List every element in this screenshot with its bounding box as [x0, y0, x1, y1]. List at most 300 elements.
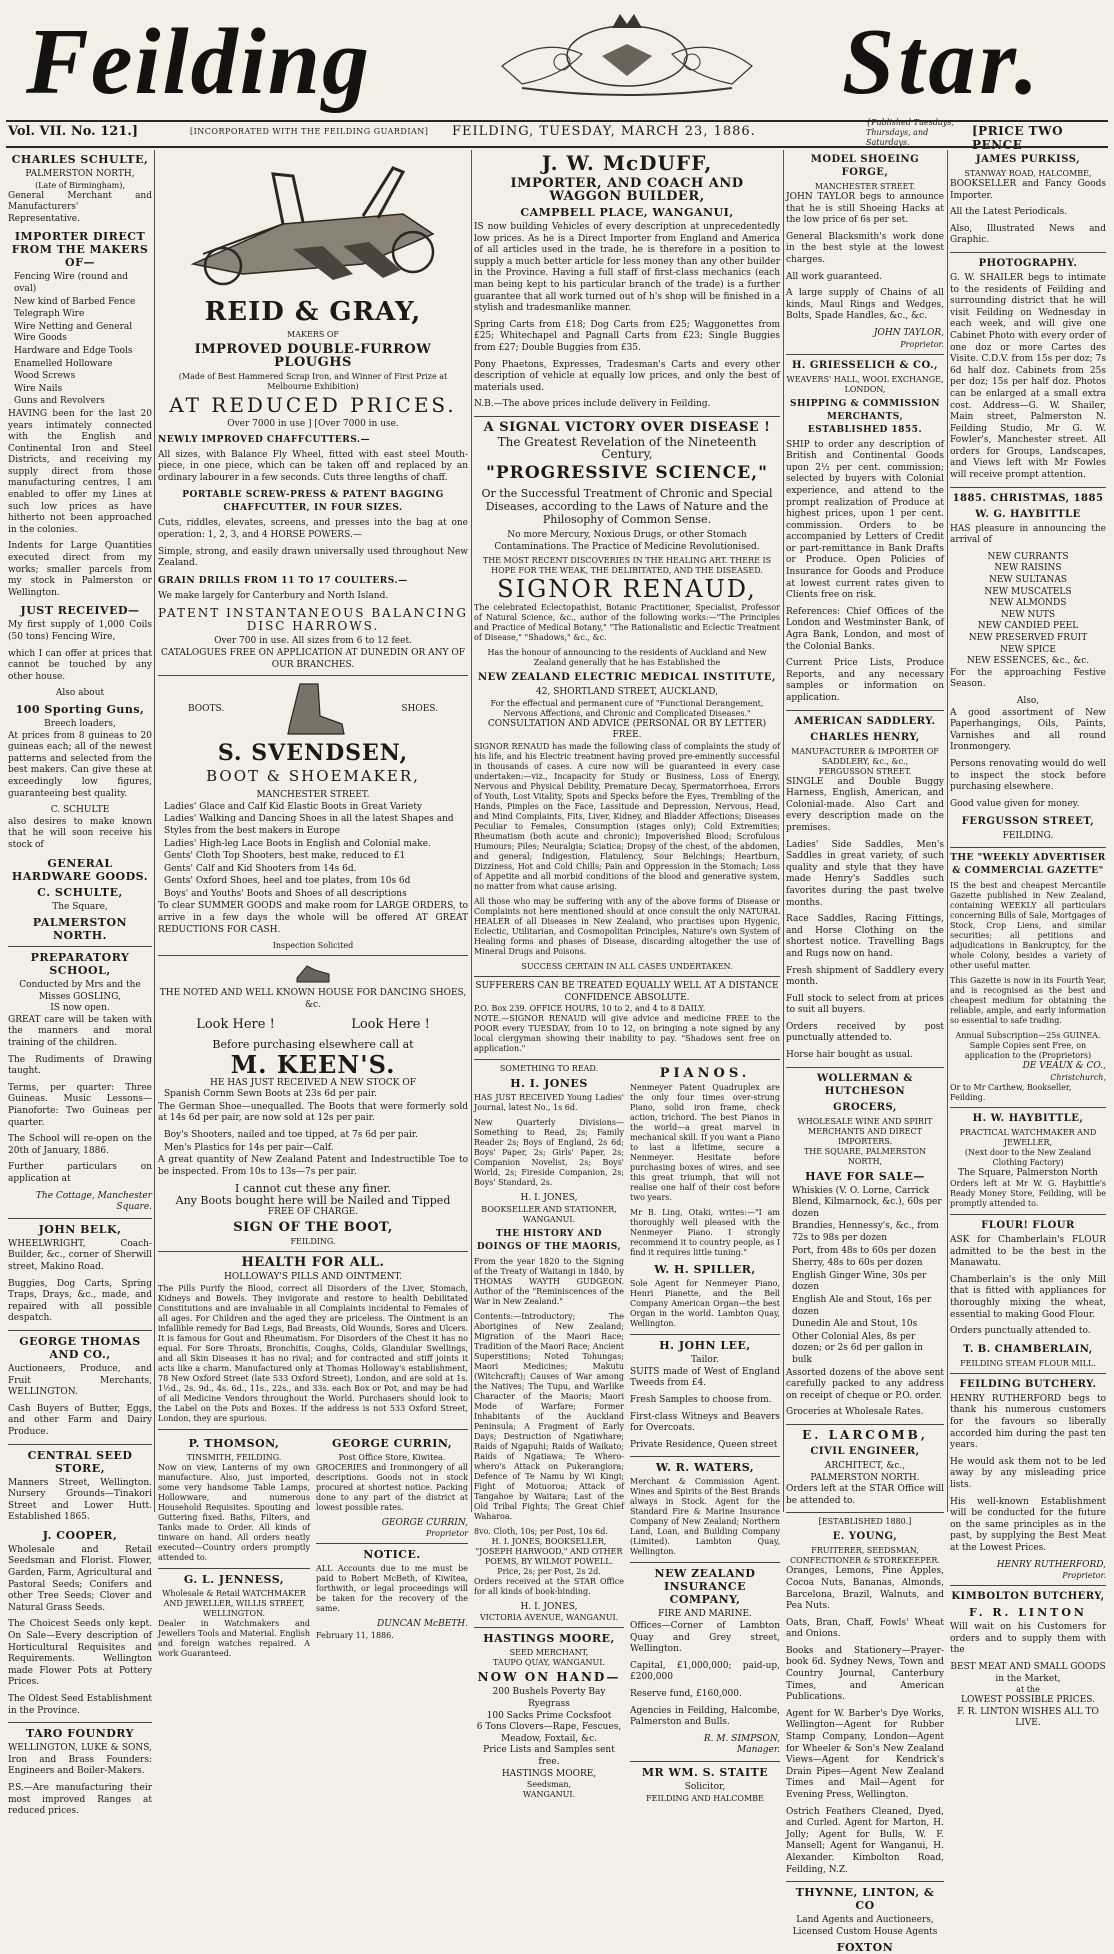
- ad-text: Offices—Corner of Lambton Quay and Grey street, Wellington.: [630, 1621, 780, 1655]
- ad-heading: J. COOPER,: [42, 1528, 118, 1542]
- ad-text: 100 Sacks Prime Cocksfoot: [486, 1710, 612, 1721]
- ad-text: Price, 2s; per Post, 2s 2d.: [497, 1566, 601, 1576]
- ad-text: The German Shoe—unequalled. The Boots that were formerly sold at 14s 6d per pair, are now sold at 12s per pair.: [158, 1101, 468, 1124]
- incorporated-notice: [INCORPORATED WITH THE FEILDING GUARDIAN]: [190, 127, 429, 136]
- list-item: Other Colonial Ales, 8s per dozen; or 2s 6d per gallon in bulk: [792, 1331, 923, 1365]
- ad-signature: HENRY RUTHERFORD,: [996, 1559, 1106, 1570]
- ad-text: HOLLOWAY'S PILLS AND OINTMENT.: [224, 1272, 402, 1283]
- ad-heading: GENERAL HARDWARE GOODS.: [11, 856, 149, 883]
- ad-text: (Made of Best Hammered Scrap Iron, and Winner of First Prize at Melbourne Exhibition): [178, 372, 448, 391]
- list-item: Spanish Cornm Sewn Boots at 23s 6d per pair.: [164, 1089, 377, 1100]
- column-divider: [947, 150, 948, 1512]
- ad-heading: REID & GRAY,: [204, 297, 422, 327]
- list-item: Hardware and Edge Tools: [14, 345, 133, 356]
- ad-heading: GEORGE THOMAS AND CO.,: [19, 1334, 141, 1361]
- ad-text: IS now open.: [50, 1003, 110, 1014]
- ad-text: His well-known Establishment will be conducted for the future on the same principles as in the past, by supplying the Best Meat at the Lowest Prices.: [950, 1496, 1106, 1553]
- ad-heading: J. W. McDUFF,: [541, 151, 713, 175]
- ad-text: 8vo. Cloth, 10s; per Post, 10s 6d.: [474, 1526, 608, 1536]
- masthead-rule-bottom: [6, 146, 1108, 148]
- ad-text: Good value given for money.: [950, 798, 1080, 809]
- ad-text: ASK for Chamberlain's FLOUR admitted to be the best in the Manawatu.: [950, 1235, 1106, 1269]
- ad-divider: [630, 1761, 780, 1762]
- ad-heading: PREPARATORY SCHOOL,: [30, 951, 130, 978]
- ad-text: All the Latest Periodicals.: [950, 207, 1068, 218]
- list-item: Dunedin Ale and Stout, 10s: [792, 1319, 918, 1330]
- ad-heading: W. R. WATERS,: [655, 1461, 755, 1475]
- ad-text: Conducted by Mrs and the Misses GOSLING,: [19, 980, 141, 1002]
- ad-heading: NOW ON HAND—: [477, 1670, 621, 1685]
- ad-text: References: Chief Offices of the London and Westminster Bank, of Agra Bank, London, and most of the Colonial Banks.: [786, 606, 944, 652]
- ad-heading: KIMBOLTON BUTCHERY,: [951, 1591, 1105, 1603]
- ad-text: SUITS made of West of England Tweeds from £4.: [630, 1366, 780, 1389]
- ad-text: FEILDING.: [290, 1237, 336, 1247]
- ad-text: PALMERSTON NORTH.: [810, 1472, 920, 1483]
- ad-text: Pony Phaetons, Expresses, Tradesman's Carts and every other description of vehicle at equally low prices, and only the best of materials used.: [474, 359, 780, 393]
- ad-heading: THE HISTORY AND DOINGS OF THE MAORIS,: [476, 1228, 622, 1252]
- ad-heading: PATENT INSTANTANEOUS BALANCING DISC HARROWS.: [158, 606, 468, 634]
- ad-text: BOOTS.: [188, 704, 225, 715]
- list-item: Ladies' Walking and Dancing Shoes in all the latest Shapes and Styles from the best makers in Europe: [164, 814, 454, 836]
- ad-heading: CHARLES HENRY,: [810, 731, 920, 743]
- list-item: Enamelled Holloware: [14, 358, 113, 369]
- ad-text: Nenmeyer Patent Quadruplex are the only four times over-strung Piano, solid iron frame, check action, trichord. The best Pianos in the world—a great marvel in mechanical skill. If you want a Piano to last a lifetime, secure a Nenmeyer. Hesitate before purchasing boxes of wires, and see this great triumph, that will not realise one half of their cost before two years.: [630, 1083, 780, 1203]
- ad-text: From the year 1820 to the Signing of the Treaty of Waitangi in 1840, by THOMAS WAYTH GUDGEON. Author of the "Reminiscences of the War in New Zealand.": [474, 1256, 624, 1306]
- ad-text: First-class Witneys and Beavers for Overcoats.: [630, 1411, 780, 1434]
- ad-signature: Christchurch,: [1050, 1072, 1106, 1082]
- ad-text: A great quantity of New Zealand Patent and Indestructible Toe to be inspected. From 10s to 13s—7s per pair.: [158, 1155, 468, 1177]
- ad-text: Private Residence, Queen street: [630, 1439, 778, 1450]
- ad-text: in the Market,: [995, 1673, 1061, 1684]
- ad-text: We make largely for Canterbury and North Island.: [158, 590, 389, 601]
- volume-number: Vol. VII. No. 121.]: [8, 124, 139, 139]
- ad-text: Chamberlain's is the only Mill that is fitted with appliances for thoroughly mixing the wheat, essential to making Good Flour.: [950, 1274, 1106, 1320]
- ad-heading: E. LARCOMB,: [802, 1427, 928, 1442]
- ad-text: Ladies' Side Saddles, Men's Saddles in great variety, of such quality and style that they have made Henry's Saddles such favorites during the past twelve months.: [786, 839, 944, 908]
- ad-text: Orders left at the STAR Office will be attended to.: [786, 1484, 944, 1506]
- list-item: Brandies, Hennessy's, &c., from 72s to 98s per dozen: [792, 1221, 939, 1244]
- price: [PRICE TWO PENCE: [972, 124, 1064, 152]
- ad-text: Solicitor,: [684, 1781, 726, 1792]
- ad-heading: "PROGRESSIVE SCIENCE,": [486, 463, 768, 484]
- list-item: Guns and Revolvers: [14, 396, 105, 407]
- ad-heading: SIGN OF THE BOOT,: [233, 1220, 393, 1236]
- ad-heading: PIANOS.: [659, 1066, 751, 1082]
- ad-text: GREAT care will be taken with the manners and moral training of the children.: [8, 1014, 152, 1049]
- ad-heading: T. B. CHAMBERLAIN,: [963, 1343, 1093, 1355]
- ad-text: Wholesale and Retail Seedsman and Florist. Flower, Garden, Farm, Agricultural and Pastoral Seeds; Conifers and other Tree Seeds; Clover and Natural Grass Seeds.: [8, 1544, 152, 1613]
- ad-heading: FEILDING BUTCHERY.: [959, 1378, 1097, 1390]
- ad-heading: NEW ZEALAND INSURANCE COMPANY,: [654, 1567, 756, 1607]
- ad-text: All work guaranteed.: [786, 271, 883, 282]
- ad-text: P.S.—Are manufacturing their most improved Ranges at reduced prices.: [8, 1782, 152, 1817]
- ad-text: SINGLE and Double Buggy Harness, English, American, and Colonial-made. Also Cart and every description made on the premises.: [786, 776, 944, 833]
- ad-text: Further particulars on application at: [8, 1162, 152, 1184]
- ad-text: Persons renovating would do well to inspect the stock before purchasing elsewhere.: [950, 758, 1106, 793]
- list-item: NEW NUTS: [1000, 609, 1056, 620]
- ad-text: H. I. JONES,: [520, 1601, 578, 1612]
- ad-text: TINSMITH, FEILDING.: [186, 1452, 282, 1462]
- list-item: Ladies' High-leg Lace Boots in English and Colonial make.: [164, 838, 431, 849]
- ad-text: Buggies, Dog Carts, Spring Traps, Drays, &c., made, and repaired with all possible despatch.: [8, 1278, 152, 1324]
- ad-divider: [316, 1543, 468, 1544]
- ad-heading: GEORGE CURRIN,: [331, 1436, 453, 1450]
- list-item: Port, from 48s to 60s per dozen: [792, 1245, 937, 1256]
- ad-text: Reserve fund, £160,000.: [630, 1688, 742, 1699]
- ad-text: TAUPO QUAY, WANGANUI.: [493, 1658, 605, 1668]
- ad-text: All those who may be suffering with any of the above forms of Disease or Complaints not here mentioned should at once consult the only NATURAL HEALER of all Diseases in New Zealand, who practises upon Hygenic, Eclectic, Utilitarian, and Cosmopolitan Principles, Nature's own System of Healing forms and phases of Disease, discarding altogether the use of Mineral Drugs and Poisons.: [474, 897, 780, 957]
- ad-text: Oranges, Lemons, Pine Apples, Cocoa Nuts, Bananas, Almonds, Barcelona, Brazil, Walnuts, and Pea Nuts.: [786, 1566, 944, 1612]
- ad-text: Auctioneers, Produce, and Fruit Merchants, WELLINGTON.: [8, 1363, 152, 1398]
- ad-signature: JOHN TAYLOR,: [873, 327, 944, 338]
- ad-text: HENRY RUTHERFORD begs to thank his numerous customers for the favours so liberally accorded him during the past ten years.: [950, 1393, 1106, 1451]
- ad-text: 42, SHORTLAND STREET, AUCKLAND,: [536, 687, 718, 698]
- ad-heading: THYNNE, LINTON, & CO: [795, 1886, 935, 1913]
- ad-heading: FERGUSSON STREET,: [961, 816, 1095, 828]
- ad-heading: W. H. SPILLER,: [654, 1263, 756, 1277]
- ad-text: Also about: [55, 688, 105, 699]
- ad-divider: [8, 1330, 152, 1331]
- ad-text: CONSULTATION AND ADVICE (PERSONAL OR BY LETTER) FREE.: [487, 718, 767, 741]
- ad-text: Wholesale & Retail WATCHMAKER AND JEWELLER, WILLIS STREET, WELLINGTON.: [162, 1588, 306, 1618]
- ad-text: H. I. JONES,: [520, 1193, 578, 1204]
- ad-divider: [950, 1107, 1106, 1108]
- ad-text: ARCHITECT, &c.,: [824, 1460, 906, 1471]
- ad-text: Cuts, riddles, elevates, screens, and presses into the bag at one operation: 1, 2, 3, and 4 HORSE POWERS.—: [158, 518, 468, 540]
- ad-heading: CHARLES SCHULTE,: [11, 153, 149, 166]
- ad-text: Any Boots bought here will be Nailed and Tipped: [175, 1193, 451, 1207]
- ad-divider: [630, 1456, 780, 1457]
- ad-signature: Proprietor: [425, 1529, 468, 1539]
- ad-text: CATALOGUES FREE ON APPLICATION AT DUNEDIN OR ANY OF OUR BRANCHES.: [161, 647, 465, 670]
- ad-text: I cannot cut these any finer.: [235, 1182, 391, 1196]
- ad-text: MANCHESTER STREET.: [814, 182, 916, 191]
- ad-text: New Quarterly Divisions—Something to Read, 2s; Family Reader 2s; Boys of England, 2s 6d; Boys' Paper, 2s; Girls' Paper, 2s; Companion Novelist, 2s; Boys' World, 2s; Fireside Companion, 2s; Boys' Standard, 2s.: [474, 1118, 624, 1188]
- list-item: Ladies' Glace and Calf Kid Elastic Boots in Great Variety: [164, 801, 423, 812]
- ad-text: Price Lists and Samples sent free.: [483, 1745, 615, 1767]
- ad-text: WHOLESALE WINE AND SPIRIT MERCHANTS AND DIRECT IMPORTERS.: [797, 1116, 933, 1146]
- ad-text: February 11, 1886.: [316, 1630, 394, 1640]
- column-5: [950, 150, 1106, 1729]
- ad-text: Land Agents and Auctioneers,: [796, 1915, 934, 1926]
- ad-heading: G. L. JENNESS,: [183, 1572, 285, 1586]
- ad-text: 200 Bushels Poverty Bay Ryegrass: [492, 1687, 606, 1710]
- ad-text: Spring Carts from £18; Dog Carts from £25; Waggonettes from £25; Whitechapel and Pagnall Carts from £23; Single Buggies from £27; Double Buggies from £35.: [474, 319, 780, 353]
- ad-text: THE SQUARE, PALMERSTON NORTH,: [803, 1146, 927, 1166]
- list-item: Wire Netting and General Wire Goods: [14, 321, 133, 344]
- ad-text: Orders received by post punctually attended to.: [786, 1021, 944, 1044]
- ad-heading: 100 Sporting Guns,: [15, 702, 145, 716]
- ad-text: SUFFERERS CAN BE TREATED EQUALLY WELL AT A DISTANCE CONFIDENCE ABSOLUTE.: [475, 981, 779, 1003]
- ad-text: At prices from 8 guineas to 20 guineas each; all of the newest patterns and selected from the best makers. Can give these at exceedingly low figures, guaranteeing best quality.: [8, 730, 152, 799]
- ad-text: (Late of Birmingham),: [35, 180, 125, 190]
- ad-divider: [786, 710, 944, 711]
- ad-divider: [8, 1218, 152, 1219]
- list-item: NEW MUSCATELS: [984, 586, 1072, 597]
- ad-text: PRACTICAL WATCHMAKER AND JEWELLER,: [959, 1127, 1097, 1147]
- ad-heading: H. I. JONES: [510, 1077, 588, 1091]
- ad-text: [ESTABLISHED 1880.]: [818, 1517, 912, 1527]
- list-item: Whiskies (V. O. Lorne, Carrick Blend, Kilmarnock, &c.), 60s per dozen: [792, 1185, 942, 1219]
- newspaper-title-right: Star.: [842, 10, 1043, 114]
- ad-heading: JAMES PURKISS,: [975, 154, 1081, 165]
- list-item: Telegraph Wire: [14, 309, 85, 320]
- ad-text: Horse hair bought as usual.: [786, 1050, 913, 1061]
- shoe-icon: [293, 960, 333, 986]
- ad-heading: F. R. LINTON: [969, 1606, 1087, 1620]
- ad-text: THE MOST RECENT DISCOVERIES IN THE HEALING ART. THERE IS HOPE FOR THE WEAK, THE DELIBITATED, AND THE DISEASED.: [482, 556, 772, 576]
- ad-block: [316, 1434, 468, 1664]
- ad-text: BOOKSELLER AND STATIONER, WANGANUI.: [481, 1204, 617, 1224]
- list-item: English Ale and Stout, 16s per dozen: [792, 1295, 932, 1317]
- ad-divider: [474, 1627, 624, 1628]
- ad-text: Race Saddles, Racing Fittings, and Horse Clothing on the shortest notice. Travelling Bags and Rugs now on hand.: [786, 914, 944, 959]
- ad-text: FRUITERER, SEEDSMAN, CONFECTIONER & STOREKEEPER.: [790, 1546, 940, 1566]
- ad-text: H. I. JONES, BOOKSELLER,: [491, 1536, 607, 1546]
- ad-text: GROCERIES and Ironmongery of all descriptions. Goods not in stock procured at shortest notice. Packing done to any part of the district at lowest possible rates.: [316, 1462, 468, 1512]
- ad-divider: [158, 955, 468, 956]
- ad-text: Over 700 in use. All sizes from 6 to 12 feet.: [214, 636, 412, 647]
- ad-heading: GROCERS,: [833, 1101, 897, 1113]
- ad-heading: FLOUR! FLOUR: [981, 1220, 1075, 1232]
- ad-heading: IMPORTER, AND COACH AND WAGGON BUILDER,: [510, 176, 744, 204]
- ad-text: (Next door to the New Zealand Clothing Factory): [964, 1147, 1092, 1167]
- look-here-row: [158, 1019, 468, 1031]
- ad-text: The Square,: [52, 901, 108, 912]
- ad-text: WELLINGTON, LUKE & SONS, Iron and Brass Founders: Engineers and Boiler-Makers.: [8, 1743, 152, 1777]
- ad-text: Seedsman,: [526, 1780, 572, 1790]
- ad-text: Breech loaders,: [44, 718, 116, 729]
- ad-text: Has the honour of announcing to the residents of Auckland and New Zealand generally that he has Established the: [487, 648, 767, 668]
- ad-text: WHEELWRIGHT, Coach-Builder, &c., corner of Sherwill street, Makino Road.: [8, 1238, 152, 1272]
- ad-heading: IMPORTER DIRECT FROM THE MAKERS OF—: [11, 230, 149, 270]
- boot-icon: [278, 680, 348, 740]
- ad-divider: [158, 1251, 468, 1252]
- ad-text: WANGANUI.: [522, 1790, 576, 1800]
- ad-heading: JUST RECEIVED—: [20, 604, 140, 618]
- ad-text: The School will re-open on the 20th of January, 1886.: [8, 1134, 152, 1156]
- ad-text: HAS JUST RECEIVED Young Ladies' Journal, latest No., 1s 6d.: [474, 1093, 624, 1113]
- ad-heading: E. YOUNG,: [832, 1531, 898, 1543]
- ad-text: N.B.—The above prices include delivery in Feilding.: [474, 399, 711, 410]
- ad-heading: HASTINGS MOORE,: [483, 1632, 615, 1646]
- plough-illustration-icon: [163, 154, 463, 294]
- ad-signature: Manager.: [736, 1745, 780, 1756]
- list-item: Wire Nails: [14, 383, 63, 394]
- ad-text: The Choicest Seeds only kept. On Sale—Every description of Horticultural Requisites and Requirements. Wellington made Flower Pots at Pottery Prices.: [8, 1619, 152, 1688]
- ad-text: VICTORIA AVENUE, WANGANUI.: [479, 1613, 619, 1623]
- ad-heading: AT REDUCED PRICES.: [169, 393, 457, 417]
- ad-text: A large supply of Chains of all kinds, Maul Rings and Wedges, Bolts, Spade Handles, &c., &c.: [786, 288, 944, 322]
- ad-text: HE HAS JUST RECEIVED A NEW STOCK OF: [210, 1077, 416, 1088]
- ad-text: The celebrated Eclectopathist, Botanic Practitioner, Specialist, Professor of Natural Science, &c., author of the following works:—"The Principles and Practice of Medical Botany," "The Rationalistic and Eclectic Treatment of Disease," "Shadows," &c., &c.: [474, 603, 780, 643]
- ad-heading: BOOT & SHOEMAKER,: [206, 767, 420, 786]
- ad-text: Agent for W. Barber's Dye Works, Wellington—Agent for Rubber Stamp Company, London—Agent for Wheeler & Son's New Zealand Views—Agent for Kendrick's Drain Pipes—Agent New Zealand Times and Mail—Agent for Evening Press, Wellington.: [786, 1708, 944, 1800]
- ad-heading: FOXTON: [836, 1941, 894, 1954]
- ad-text: also desires to make known that he will soon receive his stock of: [8, 816, 152, 850]
- ad-text: Simple, strong, and easily drawn universally used throughout New Zealand.: [158, 546, 468, 569]
- ad-signature: GEORGE CURRIN,: [381, 1517, 468, 1528]
- ad-text: MANCHESTER STREET.: [256, 790, 370, 801]
- column-3: [474, 150, 780, 1803]
- ad-divider: [474, 1059, 780, 1060]
- ad-heading: IMPROVED DOUBLE-FURROW PLOUGHS: [194, 342, 432, 370]
- ad-text: F. R. LINTON WISHES ALL TO LIVE.: [957, 1706, 1099, 1729]
- list-item: Boy's Shooters, nailed and toe tipped, at 7s 6d per pair.: [164, 1130, 418, 1140]
- ad-text: MAKERS OF: [287, 330, 339, 339]
- list-item: NEW CURRANTS: [987, 551, 1069, 562]
- list-item: NEW CANDIED PEEL: [977, 621, 1079, 632]
- boots-banner: [158, 680, 468, 740]
- newspaper-title-left: Feilding: [26, 10, 372, 114]
- ad-divider: [950, 847, 1106, 848]
- ad-divider: [630, 1562, 780, 1563]
- ad-text: To clear SUMMER GOODS and make room for LARGE ORDERS, to arrive in a few days the whole will be offered AT GREAT REDUCTIONS FOR CASH.: [158, 901, 468, 935]
- ad-text: Merchant & Commission Agent. Wines and Spirits of the Best Brands always in Stock. Agent for the Standard Fire & Marine Insurance Company of New Zealand; Northern Land, Loan, and Building Company (Limited). Lambton Quay, Wellington.: [630, 1477, 780, 1557]
- ad-text: SIGNOR RENAUD has made the following class of complaints the study of his life, and his Electric treatment having proved pre-eminently successful in thousands of cases. A cure now will be guaranteed in every case undertaken:—viz., Incapacity for Study or Business, Loss of Energy, Nervous and Physical Debility, Premature Decay, Spermatorrhoea, Errors of Youth, Lost Vitality, Spots and Specks before the Eyes, Trembling of the Hands, Pimples on the Face, Lassitude and Depression, Nervous, Head, and Mind Complaints, Fits, Liver, Kidney, and Bladder Affections; Diseases Peculiar to Females, Consumption (stages only); Cold Extremities; Rheumatism (both acute and chronic); Impoverished Blood; Scrofulous Humours; Piles; Neuralgia; Sciatica; Dropsy of the chest, of the abdomen, and general; Indigestion, Flatulency, Sour Belchings; Heartburn, Dizziness, Hot and Cold Chills; Pain and Oppression in the Stomach; Loss of Appetite and all morbid conditions of the blood and generative system, no matter from what cause arising.: [474, 742, 780, 892]
- ad-heading: JOHN BELK,: [38, 1222, 122, 1236]
- ad-text: Or to Mr Carthew, Bookseller, Feilding.: [950, 1082, 1072, 1102]
- ad-heading: CAMPBELL PLACE, WANGANUI,: [520, 206, 734, 219]
- list-item: Sherry, 48s to 60s per dozen: [792, 1258, 923, 1269]
- list-item: NEW SULTANAS: [988, 575, 1068, 586]
- ad-text: Sample Copies sent Free, on application to the (Proprietors): [964, 1040, 1092, 1060]
- ad-divider: [950, 252, 1106, 253]
- ad-text: SHOES.: [401, 704, 438, 715]
- publication-days: {Published Tuesdays, Thursdays, and Saturdays.: [866, 118, 954, 147]
- list-item: Boys' and Youths' Boots and Shoes of all descriptions: [164, 888, 407, 899]
- ad-text: NOTE.—SIGNOR RENAUD will give advice and medicine FREE to the POOR every TUESDAY, from 10 to 12, on bringing a note signed by any local clergyman showing their inability to pay. "Shadows sent free on application.": [474, 1014, 780, 1054]
- two-column-ads: [474, 1064, 780, 1803]
- ad-divider: [630, 1334, 780, 1335]
- column-divider: [783, 150, 784, 1512]
- ad-heading: P. THOMSON,: [188, 1436, 280, 1450]
- column-2: [158, 150, 468, 1658]
- ad-text: which I can offer at prices that cannot be touched by any other house.: [8, 648, 152, 682]
- ad-text: General Merchant and Manufacturers' Representative.: [8, 190, 152, 224]
- ad-text: LOWEST POSSIBLE PRICES.: [961, 1695, 1095, 1706]
- ad-text: 6 Tons Clovers—Rape, Fescues, Meadow, Foxtail, &c.: [476, 1722, 622, 1744]
- ad-divider: [786, 1881, 944, 1882]
- ad-text: SHIP to order any description of British and Continental Goods upon 2½ per cent. commission; selected by buyers with Colonial experience, and attend to the prompt realization of Produce at highest prices, upon 1 per cent. commission. Orders to be accompanied by Letters of Credit or part-remittance in Bank Drafts or Produce. Open Policies of Insurance for Goods and Produce at lowest current rates given to Clients free on risk.: [786, 439, 944, 601]
- ad-block: [158, 1434, 310, 1664]
- ad-text: Post Office Store, Kiwitea.: [338, 1452, 446, 1462]
- ad-text: G. W. SHAILER begs to intimate to the residents of Feilding and surrounding district that he will visit Feilding on Wednesday in each week, and will give one Cabinet Photo with every order of one doz or more Cartes des Visite. C.D.V. from 15s per doz; 7s 6d half doz. Cabinets from 25s per doz; 15s per half doz. Photos can be enlarged at a small extra cost. Address—G. W. Shailer, Main street, Palmerston N. Feilding Studio, Mr G. W. Fowler's, Manchester street. All orders for Groups, Landscapes, and Views left with Mr Fowles will receive prompt attention.: [950, 272, 1106, 481]
- list-item: NEW ESSENCES, &c., &c.: [966, 656, 1090, 667]
- masthead: [0, 0, 1114, 150]
- ad-text: Oats, Bran, Chaff, Fowls' Wheat and Onions.: [786, 1617, 944, 1640]
- ad-text: HASTINGS MOORE,: [501, 1768, 597, 1779]
- ad-text: Sole Agent for Nenmeyer Piano, Henri Pianette, and the Bell Company American Organ—the best Organ in the world. Lambton Quay, Wellington.: [630, 1279, 780, 1329]
- ad-text: BEST MEAT AND SMALL GOODS: [950, 1661, 1106, 1672]
- ad-heading: WOLLERMAN & HUTCHESON: [817, 1072, 913, 1097]
- ad-text: No more Mercury, Noxious Drugs, or other Stomach Contaminations. The Practice of Medicine Revolutionised.: [494, 530, 760, 552]
- list-item: English Ginger Wine, 30s per dozen: [792, 1270, 927, 1293]
- ad-text: Also,: [1016, 695, 1040, 706]
- ad-text: PALMERSTON NORTH,: [25, 169, 135, 179]
- ad-text: Terms, per quarter: Three Guineas. Music Lessons—Pianoforte: Two Guineas per quarter.: [8, 1082, 152, 1128]
- ad-divider: [786, 1424, 944, 1425]
- ad-divider: [786, 1512, 944, 1513]
- ad-heading: C. SCHULTE,: [37, 885, 123, 899]
- ad-divider: [786, 354, 944, 355]
- ad-text: ALL Accounts due to me must be paid to Robert McBeth, of Kiwitea, forthwith, or legal proceedings will be taken for the recovery of the same.: [316, 1564, 468, 1614]
- ad-divider: [786, 1067, 944, 1068]
- ad-text: Mr B. Ling, Otaki, writes:—"I am thoroughly well pleased with the Nenmeyer Piano. I strongly recommend it to country people, as I find it requires little tuning.": [630, 1208, 780, 1258]
- ad-text: For the effectual and permanent cure of "Functional Derangement, Nervous Affections, and Chronic and Complicated Diseases.": [490, 698, 764, 718]
- ad-text: HAVING been for the last 20 years intimately connected with the English and Continental Iron and Steel Districts, and receiving my supply direct from those manufacturing centres, I am enabled to offer my Lines at such low prices as have hitherto not been approached in the colonies.: [8, 408, 152, 535]
- list-item: NEW PRESERVED FRUIT: [968, 633, 1088, 643]
- ad-text: Licensed Custom House Agents: [792, 1926, 938, 1937]
- ad-heading: TARO FOUNDRY: [26, 1727, 134, 1741]
- ad-text: Manners Street, Wellington. Nursery Grounds—Tinakori Street and Lower Hutt. Established 1865.: [8, 1477, 152, 1523]
- ad-divider: [950, 1373, 1106, 1374]
- ad-heading: S. SVENDSEN,: [217, 740, 409, 767]
- ad-text: THE NOTED AND WELL KNOWN HOUSE FOR DANCING SHOES, &c.: [159, 988, 467, 1010]
- ad-text: Or the Successful Treatment of Chronic and Special Diseases, according to the Laws of Nature and the Philosophy of Common Sense.: [481, 487, 773, 527]
- ad-heading: H. GRIESSELICH & CO.,: [791, 359, 939, 371]
- ad-heading: PHOTOGRAPHY.: [978, 257, 1078, 269]
- ad-text: Cash Buyers of Butter, Eggs, and other Farm and Dairy Produce.: [8, 1403, 152, 1437]
- ad-divider: [474, 976, 780, 977]
- ad-heading: AMERICAN SADDLERY.: [794, 715, 936, 727]
- ad-heading: GRAIN DRILLS FROM 11 TO 17 COULTERS.—: [158, 575, 408, 586]
- ad-heading: 1885. CHRISTMAS, 1885: [952, 492, 1104, 504]
- ad-text: All sizes, with Balance Fly Wheel, fitted with east steel Mouth-piece, in one piece, which can be taken off and replaced by an ordinary labourer in a few seconds. Cuts three lengths of chaff.: [158, 449, 468, 483]
- ad-divider: [8, 1722, 152, 1723]
- ad-heading: M. KEEN'S.: [230, 1049, 396, 1079]
- ad-text: Dealer in Watchmakers and Jewellers Tools and Material. English and foreign watches repaired. A work Guaranteed.: [158, 1618, 310, 1658]
- ad-divider: [950, 1214, 1106, 1215]
- ad-text: Books and Stationery—Prayer-book 6d. Sydney News, Town and Country Journal, Canterbury Times, and American Publications.: [786, 1645, 944, 1703]
- ad-text: Now on view, Lanterns of my own manufacture. Also, just imported, some very handsome Table Lamps, Hollowware, and numerous Household Requisites. Spouting and Guttering fixed. Baths, Filters, and Tanks made to Order. All kinds of tinware on hand. All orders neatly executed—Country orders promptly attended to.: [158, 1462, 310, 1562]
- ad-text: Assorted dozens of the above sent carefully packed to any address on receipt of cheque or P.O. order.: [786, 1367, 944, 1401]
- ad-text: FERGUSSON STREET.: [818, 766, 912, 776]
- ad-heading: CENTRAL SEED STORE,: [27, 1448, 133, 1475]
- ad-text: This Gazette is now in its Fourth Year, and is recognised as the best and cheapest medium for obtaining the reliable, ample, and early information so essential to safe trading.: [950, 975, 1106, 1025]
- ad-text: Orders left at Mr W. G. Haybittle's Ready Money Store, Feilding, will be promptly attended to.: [950, 1179, 1106, 1209]
- ad-text: Look Here !: [351, 1017, 430, 1033]
- ad-text: My first supply of 1,000 Coils (50 tons) Fencing Wire,: [8, 620, 152, 642]
- ad-heading: HAVE FOR SALE—: [805, 1169, 925, 1183]
- column-divider: [154, 150, 155, 1512]
- ad-text: Before purchasing elsewhere call at: [212, 1038, 414, 1052]
- ad-text: Tailor.: [690, 1355, 720, 1366]
- two-column-ads: [158, 1434, 468, 1664]
- ad-text: "JOSEPH HARWOOD," AND OTHER POEMS, BY WILMOT POWELL.: [475, 1546, 623, 1566]
- ad-text: FEILDING AND HALCOMBE: [646, 1793, 764, 1803]
- ad-text: SUCCESS CERTAIN IN ALL CASES UNDERTAKEN.: [521, 962, 733, 972]
- ad-text: BOOKSELLER and Fancy Goods Importer.: [950, 179, 1106, 201]
- ad-heading: W. G. HAYBITTLE: [975, 508, 1081, 520]
- ad-text: SOMETHING TO READ.: [499, 1064, 599, 1074]
- ad-text: JOHN TAYLOR begs to announce that he is still Shoeing Hacks at the low price of 6s per set.: [786, 192, 944, 226]
- column-1: [8, 150, 152, 1817]
- ad-text: For the approaching Festive Season.: [950, 667, 1106, 690]
- ad-divider: [158, 1429, 468, 1430]
- ad-heading: PORTABLE SCREW-PRESS & PATENT BAGGING CHAFFCUTTER, IN FOUR SIZES.: [182, 490, 444, 514]
- ad-text: Contents:—Introductory; The Aborigines of New Zealand; Migration of the Maori Race; Tradition of the Maori Race; Ancient Superstitions; Noted Tohungas; Maori Medicines; Makutu (Witchcraft); Causes of War among the Natives; The Tupu, and Warlike Character of the Maoris; Maori Mode of Warfare; Former Inhabitants of the Auckland Peninsula; A Fragment of Early Days; Destruction of Ngatiwhare; Raids of Ngapuhi; Raids of Waikato; Raids of Ngatiawa; Te Whero-whero's Attack on Pukerangiora; Defence of Te Namu by Wi Kingi; Fight of Motuoroa; Attack of Tangahoe by Waitara; Last of the Old Tribal Fights; The Great Chief Waharoa.: [474, 1311, 624, 1521]
- ad-signature: The Cottage, Manchester Square.: [35, 1190, 152, 1213]
- ad-heading: HEALTH FOR ALL.: [241, 1255, 385, 1271]
- ad-text: Orders punctually attended to.: [950, 1326, 1091, 1337]
- ad-text: Agencies in Feilding, Halcombe, Palmerston and Bulls.: [630, 1705, 780, 1728]
- column-4: [786, 150, 944, 1954]
- list-item: Gents' Cloth Top Shooters, best make, reduced to £1: [164, 851, 406, 862]
- ad-heading: NEWLY IMPROVED CHAFFCUTTERS.—: [158, 434, 371, 445]
- ad-text: FEILDING STEAM FLOUR MILL.: [960, 1358, 1096, 1368]
- ad-signature: DUNCAN McBETH.: [377, 1619, 468, 1630]
